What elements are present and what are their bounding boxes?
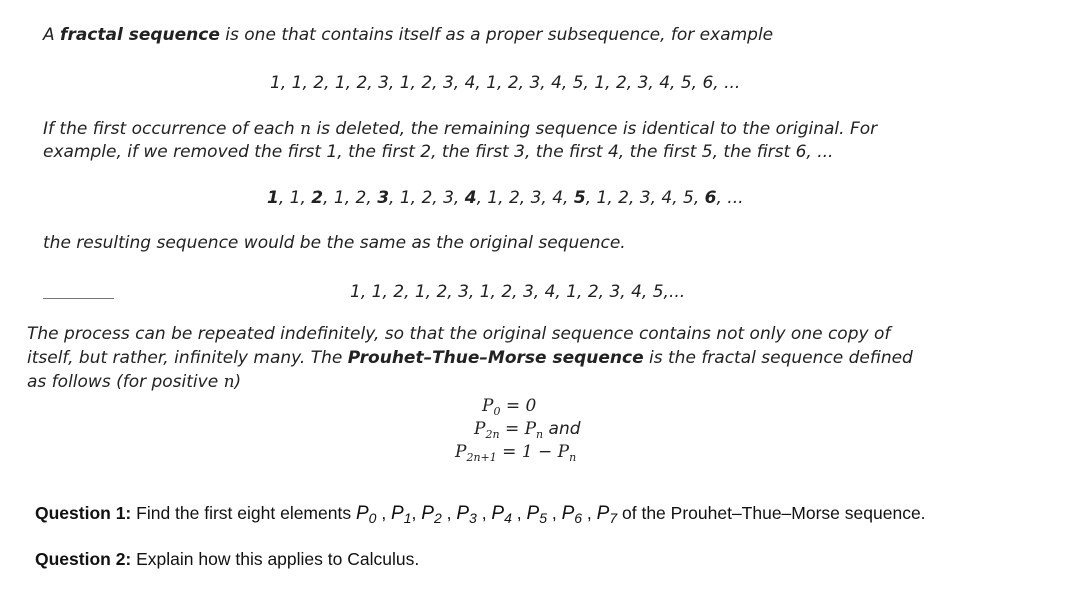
seq-bold-2: 2 [311,188,324,208]
element-symbol: P [355,503,369,524]
seq-part: , 1, 2, 3, 4, 5, [585,188,705,208]
blank-line-divider [43,298,114,299]
element-subscript: 6 [574,510,583,526]
seq-part: , 1, 2, 3, 4, [476,188,574,208]
question-2-label: Question 2: [35,549,132,569]
element-separator: , [441,503,457,523]
process-text-a: itself, but rather, infinitely many. The [27,348,348,368]
formula-rhs: = 1 − P [496,442,570,462]
question-1-elements [355,503,618,526]
element-symbol: P [491,503,505,524]
variable-n: n [300,119,312,139]
formula-symbol: P [474,419,486,439]
question-1-tail: of the Prouhet–Thue–Morse sequence. [617,503,926,523]
question-1-label: Question 1: [35,503,132,523]
intro-line [43,25,773,45]
process-line-1: The process can be repeated indefinitely, so that the original sequence contains not only one copy of [27,324,891,344]
element-subscript: 2 [433,510,442,526]
formula-symbol: P [455,442,467,462]
question-2 [35,549,419,570]
element-subscript: 0 [368,510,377,526]
highlighted-sequence [267,188,744,208]
question-2-text: Explain how this applies to Calculus. [131,549,420,569]
element-subscript: 4 [504,510,512,526]
process-text-e: ) [234,372,242,392]
question-1-text: Find the first eight elements [131,503,356,523]
question-1 [35,503,926,525]
deletion-text-b: is deleted, the remaining sequence is identical to the original. For [311,119,878,139]
element-separator: , [582,503,597,523]
element-subscript: 3 [469,510,477,526]
formula-subscript: 2n+1 [466,451,497,464]
deletion-text-a: If the first occurrence of each [43,119,301,139]
process-text-c: is the fractal sequence defined [643,348,913,368]
example-sequence: 1, 1, 2, 1, 2, 3, 1, 2, 3, 4, 1, 2, 3, 4, 5, 1, 2, 3, 4, 5, 6, ... [270,73,741,93]
remaining-sequence: 1, 1, 2, 1, 2, 3, 1, 2, 3, 4, 1, 2, 3, 4, 5,... [350,282,686,302]
formula-conjunction: and [543,419,581,439]
element-symbol: P [456,503,470,524]
intro-text-1: A [43,25,61,45]
process-text-d: as follows (for positive [27,372,224,392]
formula-subscript: 0 [493,405,501,418]
formula-subscript: n [569,451,577,464]
seq-bold-1: 1 [267,188,279,208]
element-subscript: 7 [609,510,618,526]
element-symbol: P [596,503,610,524]
variable-n: n [223,372,235,392]
element-separator: , [476,503,492,523]
element-symbol: P [561,503,575,524]
element-subscript: 5 [539,510,547,526]
element-separator: , [411,503,422,523]
formula-p2n [474,419,581,439]
seq-bold-4: 4 [464,188,477,208]
process-line-2 [27,348,913,368]
formula-subscript: 2n [485,428,500,441]
formula-p0 [482,396,536,416]
seq-bold-5: 5 [573,188,586,208]
ptm-sequence-term: Prouhet–Thue–Morse sequence [347,348,644,368]
deletion-line-2: example, if we removed the first 1, the first 2, the first 3, the first 4, the first 5, the first 6, ... [43,142,834,162]
element-symbol: P [526,503,540,524]
element-separator: , [511,503,527,523]
formula-rhs: = 0 [500,396,537,416]
formula-p2n1 [455,442,576,462]
seq-bold-3: 3 [377,188,390,208]
element-subscript: 1 [403,510,412,526]
element-symbol: P [391,503,404,524]
deletion-line-1 [43,119,877,139]
element-separator: , [376,503,392,523]
element-symbol: P [421,503,434,524]
element-separator: , [546,503,562,523]
seq-part: , 1, 2, [323,188,378,208]
seq-part: , 1, 2, 3, [389,188,465,208]
seq-part: , ... [716,188,744,208]
intro-text-2: is one that contains itself as a proper subsequence, for example [219,25,774,45]
seq-part: , 1, [278,188,312,208]
formula-rhs: = P [499,419,537,439]
formula-subscript: n [536,428,544,441]
intro-term: fractal sequence [60,25,220,45]
result-text: the resulting sequence would be the same as the original sequence. [43,233,626,253]
formula-symbol: P [482,396,494,416]
process-line-3 [27,372,241,392]
seq-bold-6: 6 [704,188,717,208]
